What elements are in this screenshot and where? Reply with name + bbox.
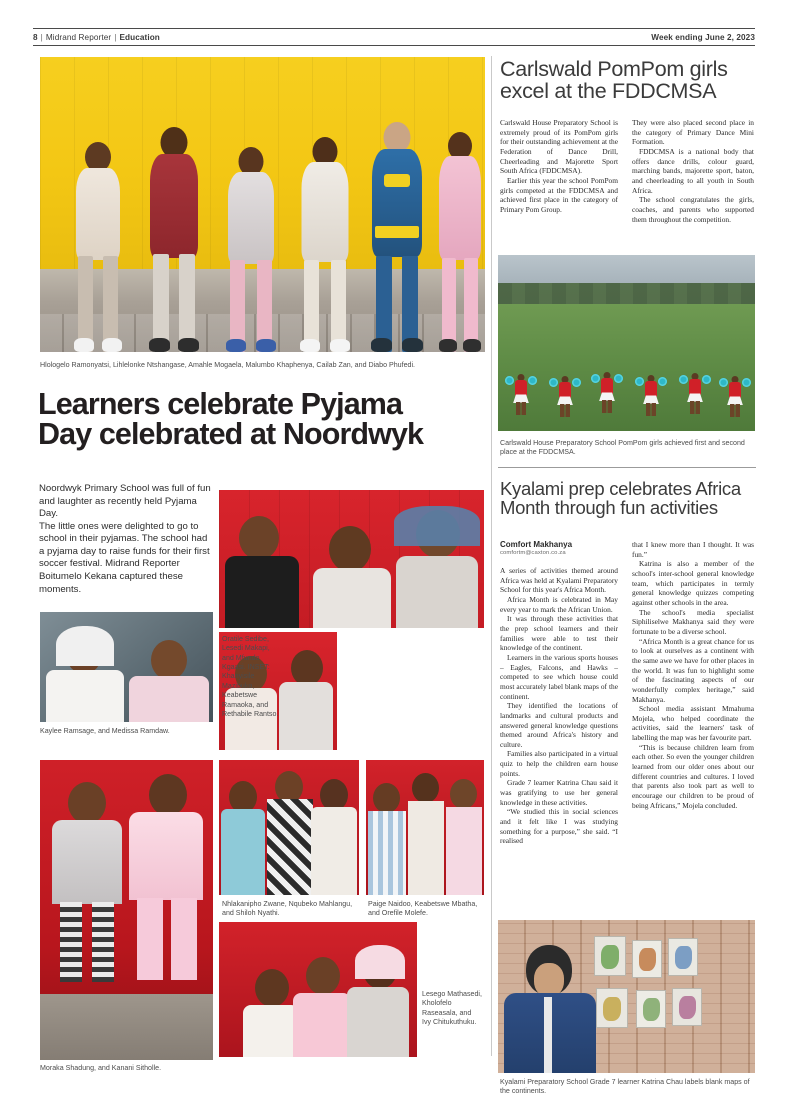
lede-pyjama-para-2: The little ones were delighted to go to school in their pyjamas. The school had a pyjama day to raise funds for their first soccer festival. Midrand Reporter Boitumelo Kekana captured these moments. bbox=[39, 520, 210, 595]
page-number: 8 bbox=[33, 32, 38, 42]
masthead-separator-2: | bbox=[114, 32, 117, 42]
photo-child bbox=[48, 782, 126, 994]
photo-child bbox=[243, 961, 299, 1057]
photo-cheerleader bbox=[726, 376, 744, 420]
paragraph: “This is because children learn from each other. So even the younger children learned from our older ones about our different countries and cultures. I loved that parents also took part as well to encourage our children to be proud of being Africans,” Mojela concluded. bbox=[632, 742, 754, 810]
lede-pyjama bbox=[39, 483, 211, 596]
photo-cheerleader bbox=[512, 374, 530, 420]
caption-photo-pompom-squad: Carlswald House Preparatory School PomPom girls achieved first and second place at the FDDCMSA. bbox=[500, 439, 745, 457]
column-divider bbox=[491, 56, 492, 1056]
paragraph: Africa Month is celebrated in May every year to mark the African Union. bbox=[500, 594, 618, 614]
paragraph: Families also participated in a virtual quiz to help the children earn house points. bbox=[500, 749, 618, 778]
photo-learner bbox=[504, 945, 596, 1073]
headline-pyjama bbox=[38, 387, 488, 451]
headline-pompom bbox=[500, 58, 758, 103]
paragraph: that I knew more than I thought. It was fun.” bbox=[632, 540, 754, 559]
paragraph: Grade 7 learner Katrina Chau said it was gratifying to use her general knowledge in these activities. bbox=[500, 778, 618, 807]
caption-photo-lesego-group: Lesego Mathasedi, Kholofelo Raseasala, and Ivy Chitukuthuku. bbox=[422, 990, 482, 1027]
photo-child bbox=[311, 516, 393, 628]
photo-field bbox=[498, 304, 755, 431]
caption-photo-paige-group: Paige Naidoo, Keabetswe Mbatha, and Orefile Molefe. bbox=[368, 900, 478, 918]
week-ending-label: Week ending June 2, 2023 bbox=[651, 32, 755, 42]
photo-child bbox=[225, 510, 303, 628]
paragraph: “Africa Month is a great chance for us to look at ourselves as a continent with the same awe we have for other places in the world. It was fun to highlight some of the fascinating aspects of our wonderfully complex heritage,” said Makhanya. bbox=[632, 636, 754, 704]
photo-child bbox=[296, 137, 354, 352]
photo-child bbox=[347, 945, 409, 1057]
headline-pyjama-line1: Learners celebrate Pyjama bbox=[38, 387, 403, 421]
paragraph: The school congratulates the girls, coaches, and parents who supported them throughout the competition. bbox=[632, 195, 754, 224]
photo-child bbox=[293, 953, 351, 1057]
photo-child bbox=[70, 142, 126, 352]
photo-map-poster bbox=[632, 940, 662, 978]
paragraph: Earlier this year the school PomPom girls competed at the FDDCMSA and achieved first place in the category of Primary Pom Group. bbox=[500, 175, 618, 214]
section-name: Education bbox=[119, 32, 160, 42]
photo-child bbox=[366, 122, 428, 352]
headline-pompom-line1: Carlswald PomPom girls bbox=[500, 57, 728, 81]
photo-pompom-squad bbox=[498, 255, 755, 431]
body-pompom-column-2 bbox=[632, 118, 754, 224]
photo-pyjama-group bbox=[40, 57, 485, 352]
photo-lesego-group bbox=[219, 922, 417, 1057]
lede-pyjama-para-1: Noordwyk Primary School was full of fun and laughter as recently held Pyjama Day. bbox=[39, 483, 211, 520]
photo-cheerleader bbox=[686, 373, 704, 420]
photo-child bbox=[267, 769, 313, 895]
paragraph: FDDCMSA is a national body that offers dance drills, colour guard, marching bands, majorette sport, baton, and cheerleading to all youth in South Africa. bbox=[632, 146, 754, 195]
photo-child bbox=[408, 771, 444, 895]
paragraph: The school's media specialist Siphiliselwe Makhanya said they were fortunate to be a diverse school. bbox=[632, 607, 754, 636]
photo-child bbox=[438, 132, 482, 352]
photo-child bbox=[129, 630, 209, 722]
photo-map-poster bbox=[668, 938, 698, 976]
byline-kyalami bbox=[500, 540, 618, 556]
caption-photo-katrina-chau: Kyalami Preparatory School Grade 7 learner Katrina Chau labels blank maps of the continents. bbox=[500, 1078, 750, 1096]
paragraph: School media assistant Mmahuma Mojela, who helped coordinate the activities, said the learners' task of labelling the map was her favourite part. bbox=[632, 704, 754, 743]
photo-nhlakanipho-group bbox=[219, 760, 359, 895]
headline-kyalami bbox=[500, 479, 760, 517]
caption-photo-moraka-kanani: Moraka Shadung, and Kanani Sitholle. bbox=[40, 1064, 162, 1072]
photo-map-poster bbox=[596, 988, 628, 1028]
photo-child bbox=[446, 775, 482, 895]
headline-kyalami-line1: Kyalami prep celebrates Africa bbox=[500, 478, 741, 499]
photo-child bbox=[221, 777, 265, 895]
photo-map-poster bbox=[672, 988, 702, 1026]
paragraph: Katrina is also a member of the school's inter-school general knowledge team, which participates in termly general knowledge quizzes competing against other schools in the area. bbox=[632, 559, 754, 607]
running-head-left bbox=[33, 33, 160, 42]
photo-kaylee-medissa bbox=[40, 612, 213, 722]
caption-photo-nhlakanipho-group: Nhlakanipho Zwane, Nqubeko Mahlangu, and Shiloh Nyathi. bbox=[222, 900, 353, 918]
photo-child bbox=[222, 147, 280, 352]
paragraph: Carlswald House Preparatory School is extremely proud of its PomPom girls for their outstanding achievement at the Federation of Dance Drill, Cheerleading and Majorette Sport South Africa (FDDCMSA). bbox=[500, 118, 618, 176]
photo-cheerleader bbox=[556, 376, 574, 420]
section-rule bbox=[498, 467, 756, 468]
running-head bbox=[33, 28, 755, 46]
photo-child bbox=[144, 127, 204, 352]
paragraph: They were also placed second place in the category of Primary Dance Mini Formation. bbox=[632, 118, 754, 147]
body-kyalami-column-2 bbox=[632, 540, 754, 810]
caption-photo-oratile-group: Oratile Sedibe, Lesedi Makapi, and Mfundo Kgaasi. INSET: Khanyisile Mazibuko, Keabetswe Ramaoka, and Rethabile Rantso. bbox=[222, 635, 279, 718]
paragraph: They identified the locations of landmarks and cultural products and answered general knowledge questions themed around Africa's history and culture. bbox=[500, 701, 618, 749]
caption-photo-pyjama-group: Hlologelo Ramonyatsi, Lihlelonke Ntshangase, Amahle Mogaela, Malumbo Khaphenya, Cailab Zan, and Diabo Phufedi. bbox=[40, 361, 416, 369]
photo-cheerleader bbox=[598, 372, 616, 420]
byline-author-name: Comfort Makhanya bbox=[500, 540, 573, 549]
photo-child bbox=[279, 646, 333, 750]
paragraph: It was through these activities that the prep school learners and their families were able to test their knowledge of the continent. bbox=[500, 614, 618, 653]
publication-name: Midrand Reporter bbox=[45, 32, 112, 42]
paragraph: Learners in the various sports houses – Eagles, Falcons, and Hawks – competed to see which house could most accurately label blank maps of the continent. bbox=[500, 652, 618, 701]
headline-kyalami-line2: Month through fun activities bbox=[500, 497, 718, 519]
photo-moraka-kanani bbox=[40, 760, 213, 1060]
caption-photo-kaylee-medissa: Kaylee Ramsage, and Medissa Ramdaw. bbox=[40, 727, 170, 735]
photo-katrina-chau bbox=[498, 920, 755, 1073]
photo-cheerleader bbox=[642, 375, 660, 420]
photo-child bbox=[127, 774, 207, 994]
photo-child bbox=[368, 777, 406, 895]
headline-pompom-line2: excel at the FDDCMSA bbox=[500, 79, 717, 104]
body-kyalami-column-1 bbox=[500, 566, 618, 846]
masthead-separator-1: | bbox=[40, 32, 43, 42]
photo-child bbox=[394, 506, 480, 628]
byline-author-email[interactable]: comfortm@caxton.co.za bbox=[500, 550, 566, 556]
photo-paige-group bbox=[366, 760, 484, 895]
photo-child bbox=[46, 626, 124, 722]
headline-pyjama-line2: Day celebrated at Noordwyk bbox=[38, 416, 424, 451]
photo-map-poster bbox=[636, 990, 666, 1028]
paragraph: A series of activities themed around Africa was held at Kyalami Preparatory School for this year's Africa Month. bbox=[500, 566, 618, 595]
photo-child bbox=[311, 775, 357, 895]
body-pompom-column-1 bbox=[500, 118, 618, 215]
photo-map-poster bbox=[594, 936, 626, 976]
photo-ground bbox=[40, 994, 213, 1060]
paragraph: “We studied this in social sciences and it felt like I was studying something for a purpose,” she said. “I realised bbox=[500, 807, 618, 846]
photo-oratile-group bbox=[219, 490, 484, 628]
